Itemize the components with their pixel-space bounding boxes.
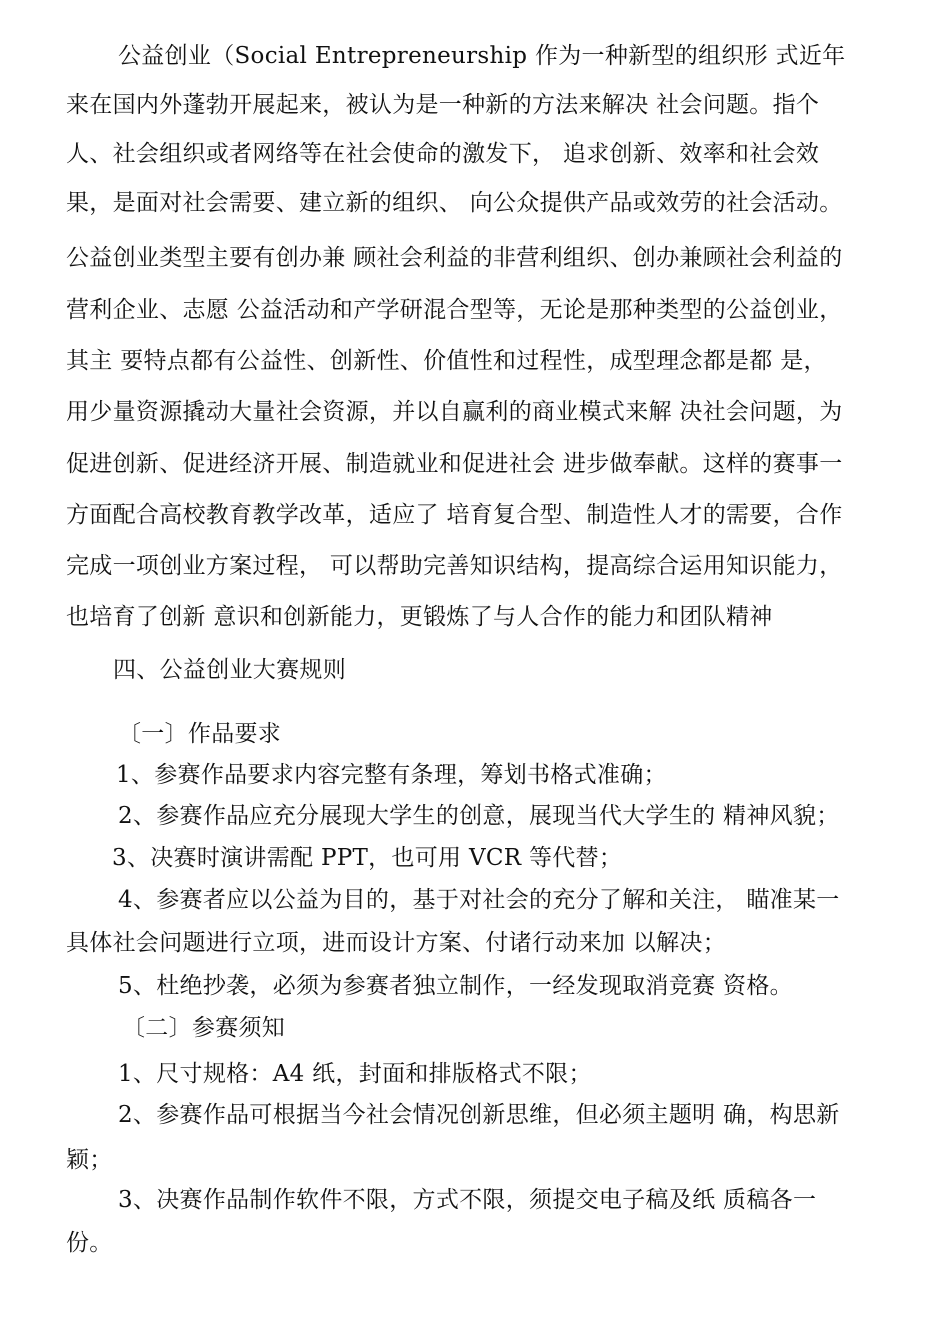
- list-item-continuation: 具体社会问题进行立项，进而设计方案、付诸行动来加 以解决；: [66, 930, 727, 956]
- list-item-continuation: 颖；: [66, 1147, 113, 1173]
- list-item: 1、尺寸规格：A4 纸，封面和排版格式不限；: [118, 1061, 592, 1087]
- list-item-continuation: 份。: [66, 1230, 113, 1256]
- list-item: 3、决赛作品制作软件不限，方式不限，须提交电子稿及纸 质稿各一: [118, 1187, 817, 1213]
- list-item: 2、参赛作品应充分展现大学生的创意，展现当代大学生的 精神风貌；: [118, 803, 840, 829]
- text-line: 果，是面对社会需要、建立新的组织、 向公众提供产品或效劳的社会活动。: [66, 190, 843, 216]
- list-item: 4、参赛者应以公益为目的，基于对社会的充分了解和关注， 瞄准某一: [118, 887, 840, 913]
- subsection-heading: 〔二〕参赛须知: [122, 1015, 286, 1041]
- text-line: 人、社会组织或者网络等在社会使命的激发下， 追求创新、效率和社会效: [66, 141, 820, 167]
- text-line: 公益创业（Social Entrepreneurship 作为一种新型的组织形 式近年: [118, 43, 846, 69]
- text-line: 完成一项创业方案过程， 可以帮助完善知识结构，提高综合运用知识能力，: [66, 553, 843, 579]
- section-heading: 四、公益创业大赛规则: [113, 657, 346, 683]
- list-item: 2、参赛作品可根据当今社会情况创新思维，但必须主题明 确，构思新: [118, 1102, 840, 1128]
- text-line: 其主 要特点都有公益性、创新性、价值性和过程性，成型理念都是都 是，: [66, 348, 827, 374]
- text-line: 来在国内外蓬勃开展起来，被认为是一种新的方法来解决 社会问题。指个: [66, 92, 820, 118]
- list-item: 5、杜绝抄袭，必须为参赛者独立制作，一经发现取消竞赛 资格。: [118, 973, 793, 999]
- list-item: 3、决赛时演讲需配 PPT，也可用 VCR 等代替；: [112, 845, 623, 871]
- text-line: 方面配合高校教育教学改革，适应了 培育复合型、制造性人才的需要，合作: [66, 502, 843, 528]
- text-line: 用少量资源撬动大量社会资源，并以自赢利的商业模式来解 决社会问题，为: [66, 399, 843, 425]
- text-line: 公益创业类型主要有创办兼 顾社会利益的非营利组织、创办兼顾社会利益的: [66, 245, 843, 271]
- text-line: 营利企业、志愿 公益活动和产学研混合型等，无论是那种类型的公益创业，: [66, 297, 843, 323]
- list-item: 1、参赛作品要求内容完整有条理，筹划书格式准确；: [116, 762, 667, 788]
- text-line: 促进创新、促进经济开展、制造就业和促进社会 进步做奉献。这样的赛事一: [66, 451, 843, 477]
- text-line: 也培育了创新 意识和创新能力，更锻炼了与人合作的能力和团队精神: [66, 604, 773, 630]
- subsection-heading: 〔一〕作品要求: [118, 721, 282, 747]
